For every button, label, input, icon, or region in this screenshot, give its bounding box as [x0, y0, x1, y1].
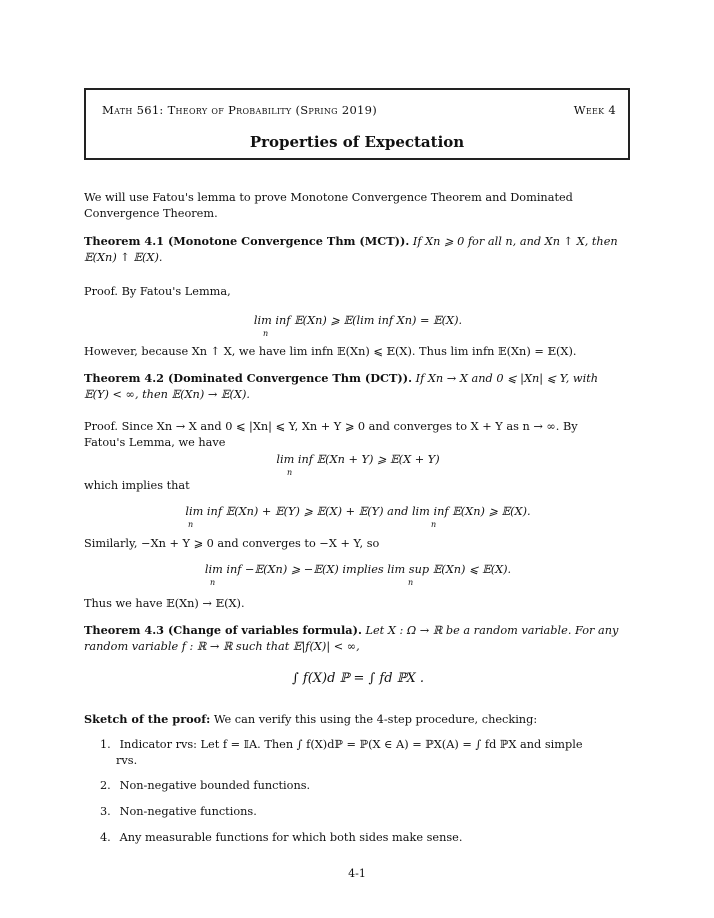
- list-number: 4.: [100, 831, 111, 844]
- theorem-4-3: [84, 622, 632, 656]
- theorem-4-2: [84, 370, 632, 404]
- theorem-statement-line1: If Xn → X and 0 ⩽ |Xn| ⩽ Y, with: [415, 372, 599, 385]
- list-number: 1.: [100, 738, 111, 751]
- theorem-statement-line1: Let X : Ω → ℝ be a random variable. For any: [365, 624, 619, 637]
- equation-subscript: n: [188, 520, 194, 529]
- equation-subscript: n: [408, 578, 414, 587]
- proof-intro: Proof. By Fatou's Lemma,: [84, 285, 231, 298]
- intro-paragraph: We will use Fatou's lemma to prove Monotone Convergence Theorem and Dominated Convergence Theorem.: [84, 191, 573, 221]
- theorem-statement-line2: 𝔼(Y) < ∞, then 𝔼(Xn) → 𝔼(X).: [84, 388, 250, 402]
- theorem-statement-line2: random variable f : ℝ → ℝ such that 𝔼|f(X)| < ∞,: [84, 640, 360, 654]
- equation-subscript: n: [210, 578, 216, 587]
- theorem-4-1: [84, 233, 632, 267]
- list-text-cont: rvs.: [116, 754, 138, 768]
- similarly-text: Similarly, −Xn + Y ⩾ 0 and converges to −X + Y, so: [84, 537, 380, 550]
- list-number: 3.: [100, 805, 111, 818]
- list-text: Non-negative functions.: [119, 805, 257, 818]
- list-text: Indicator rvs: Let f = 𝕀A. Then ∫ f(X)dℙ = ℙ(X ∈ A) = ℙX(A) = ∫ fd ℙX and simple: [119, 738, 583, 751]
- list-item: [100, 830, 632, 846]
- list-item: [100, 778, 632, 794]
- theorem-statement-line1: If Xn ⩾ 0 for all n, and Xn ↑ X, then: [412, 235, 618, 248]
- equation-dct-3: lim inf −𝔼(Xn) ⩾ −𝔼(X) implies lim sup 𝔼(Xn) ⩽ 𝔼(X).: [204, 563, 512, 576]
- list-item: [100, 804, 632, 820]
- sketch-text: We can verify this using the 4-step procedure, checking:: [213, 713, 538, 726]
- list-text: Any measurable functions for which both sides make sense.: [119, 831, 463, 844]
- page-title: Properties of Expectation: [249, 133, 465, 151]
- thus-text: Thus we have 𝔼(Xn) → 𝔼(X).: [84, 597, 245, 610]
- which-implies: which implies that: [84, 479, 190, 492]
- week-label: Week 4: [573, 103, 616, 117]
- course-title: Math 561: Theory of Probability (Spring 2019): [102, 103, 378, 117]
- theorem-statement-line2: 𝔼(Xn) ↑ 𝔼(X).: [84, 251, 163, 265]
- equation-dct-1: lim inf 𝔼(Xn + Y) ⩾ 𝔼(X + Y): [276, 453, 440, 466]
- page-number: 4-1: [348, 867, 366, 880]
- proof-dct: [84, 419, 632, 452]
- sketch-label: Sketch of the proof:: [84, 712, 211, 726]
- proof-conclusion: However, because Xn ↑ X, we have lim infn 𝔼(Xn) ⩽ 𝔼(X). Thus lim infn 𝔼(Xn) = 𝔼(X).: [84, 345, 577, 358]
- equation-subscript: n: [287, 468, 293, 477]
- equation-change-of-variables: ∫ f(X)d ℙ = ∫ fd ℙX .: [292, 671, 424, 686]
- theorem-label: Theorem 4.1 (Monotone Convergence Thm (MCT)).: [84, 234, 410, 248]
- proof-line2: Fatou's Lemma, we have: [84, 436, 226, 450]
- list-item: [100, 737, 632, 770]
- sketch-paragraph: [84, 711, 632, 728]
- theorem-label: Theorem 4.3 (Change of variables formula).: [84, 623, 362, 637]
- equation-fatou: lim inf 𝔼(Xn) ⩾ 𝔼(lim inf Xn) = 𝔼(X).: [253, 314, 463, 327]
- theorem-label: Theorem 4.2 (Dominated Convergence Thm (DCT)).: [84, 371, 413, 385]
- header-box: [84, 88, 630, 160]
- list-number: 2.: [100, 779, 111, 792]
- equation-subscript: n: [431, 520, 437, 529]
- equation-dct-2: lim inf 𝔼(Xn) + 𝔼(Y) ⩾ 𝔼(X) + 𝔼(Y) and lim inf 𝔼(Xn) ⩾ 𝔼(X).: [185, 505, 531, 518]
- equation-subscript: n: [263, 329, 269, 338]
- list-text: Non-negative bounded functions.: [119, 779, 311, 792]
- proof-line1: Proof. Since Xn → X and 0 ⩽ |Xn| ⩽ Y, Xn + Y ⩾ 0 and converges to X + Y as n → ∞. By: [84, 420, 578, 433]
